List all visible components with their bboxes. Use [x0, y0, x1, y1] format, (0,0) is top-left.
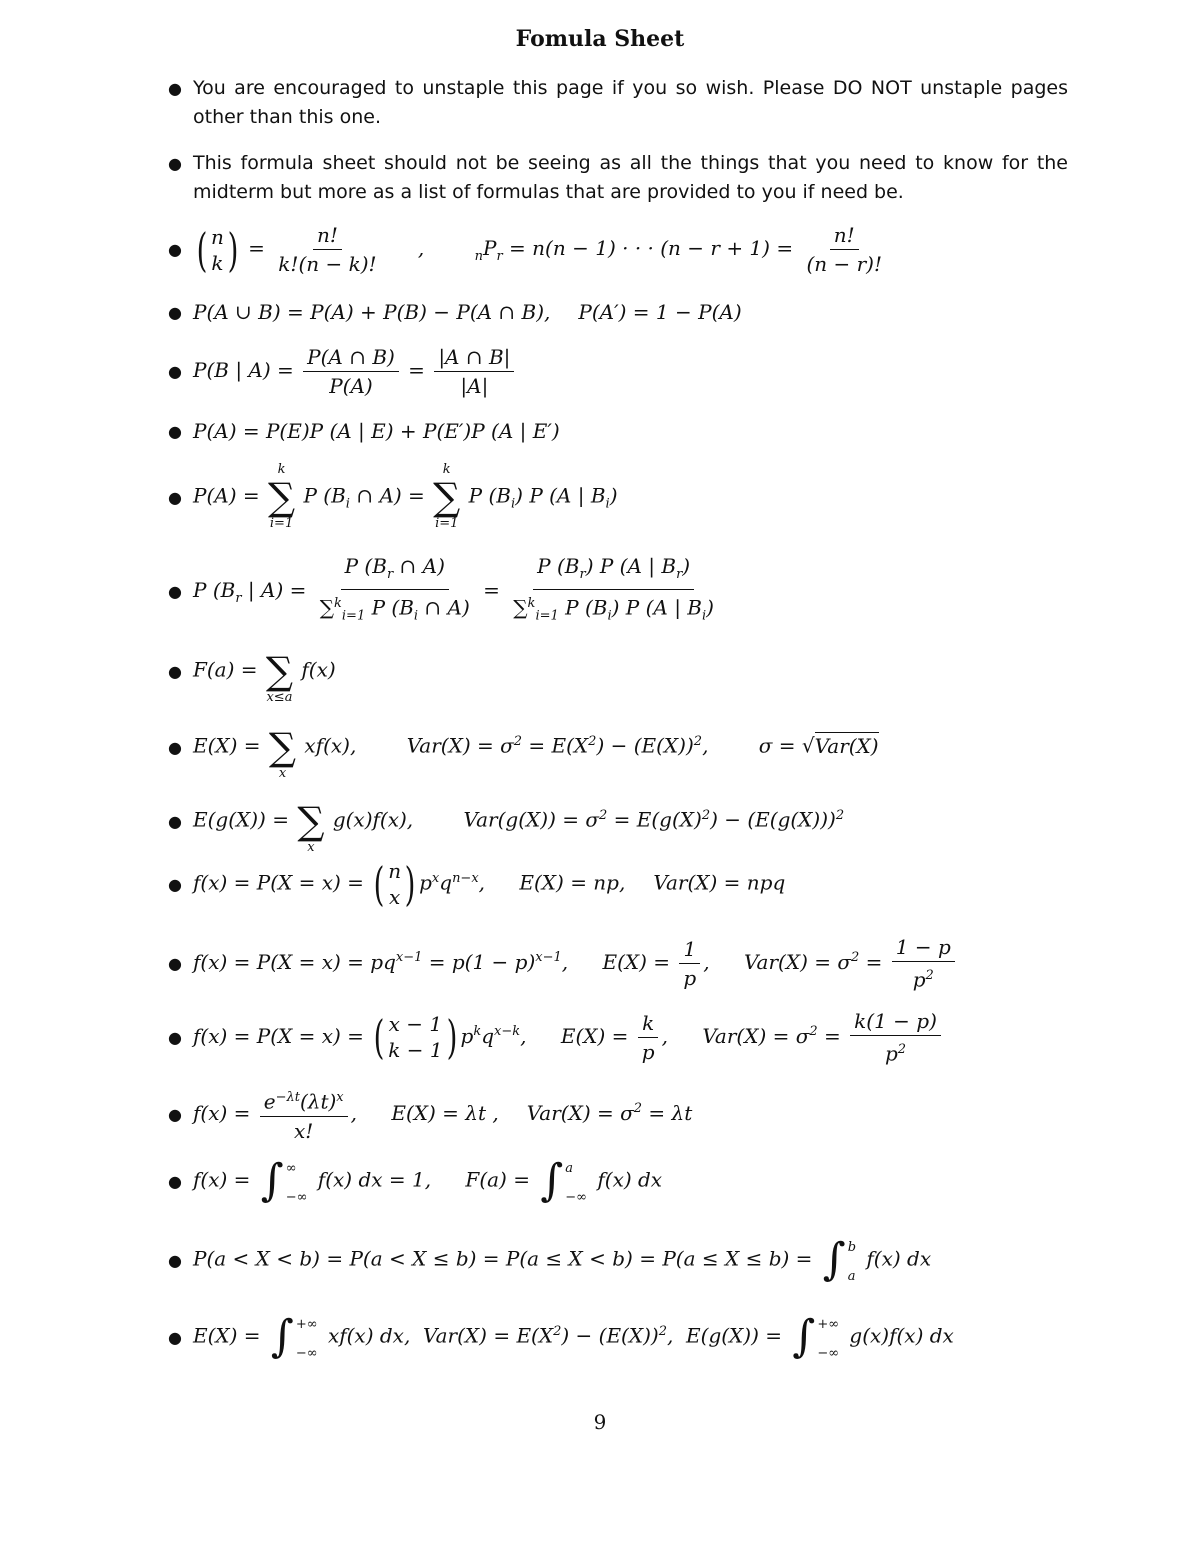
bullet: ● [168, 1327, 182, 1347]
formula: E(X) = ∑ x xf(x), $Var(X) = \sigma^2 = E(X^2) - (E(X))^2$, σ = √Var(X) [193, 725, 879, 781]
bullet: ● [168, 1027, 182, 1047]
bullet: ● [168, 581, 182, 601]
formula: F(a) = ∑ x≤a f(x) [193, 649, 336, 705]
formula: P(A ∪ B) = P(A) + P(B) − P(A ∩ B), P(A′) = 1 − P(A) [193, 300, 742, 324]
note-formula-sheet-purpose [168, 149, 1068, 207]
formula-continuous-expectation [168, 1310, 1068, 1364]
formula-poisson [168, 1085, 1068, 1144]
bullet: ● [168, 661, 182, 681]
formula-expectation-function [168, 786, 1068, 856]
formula-total-probability [168, 462, 1068, 532]
formula: $f(x) = P(X = x) = pq^{x-1} = p(1 - p)^{x-1}$, E(X) = $\frac{1}{p}$ , $Var(X) = \sigma^2$ = $\frac{1 - p}{p^2}$ [193, 934, 1068, 993]
bullet: ● [168, 362, 182, 381]
formula: f(x) = P(X = x) = ( n x ) $p^xq^{n-x}$, E(X) = np, Var(X) = npq [193, 857, 786, 911]
formula: f(x) = ∫ ∞ −∞ f(x) dx = 1, F(a) = ∫ a −∞ f(x) dx [193, 1155, 663, 1206]
formula: P(A) = P(E)P (A | E) + P(E′)P (A | E′) [193, 419, 560, 443]
formula: P(B | A) = $\frac{P(A \cap B)}{P(A)}$ = $\frac{|A \cap B|}{|A|}$ [193, 344, 1068, 399]
formula-total-probability-two [168, 417, 1068, 446]
formula: P ($B_r$ | A) = $\frac{P (B_r \cap A)}{\sum^k_{i=1} P (B_i \cap A)}$ = $\frac{P (B_r) P (A | B_r)}{\sum^k_{i=1} P (B_i) P (A | B_i)}$ [193, 554, 714, 624]
formula: ( n k ) = $\frac{n!}{k!(n - k)!}$ , $_nP_r = n(n - 1)$ · · · (n − r + 1) = $\frac{n!}{(n - r)!}$ [196, 222, 882, 277]
bullet: ● [168, 1171, 182, 1191]
formula-expectation-variance [168, 712, 1068, 782]
formula-binomial [168, 858, 1068, 910]
bullet: ● [168, 737, 182, 757]
bullet: ● [168, 487, 182, 507]
bullet: ● [168, 240, 182, 259]
formula-combinations-permutations [168, 222, 1068, 277]
formula: f(x) = $\frac{e^{-\lambda t}(\lambda t)^x}{x!}$ , E(X) = λt , $Var(X) = \sigma^2 = \lambda t$ [193, 1085, 1068, 1144]
bullet: ● [168, 422, 182, 441]
bullet: ● [168, 154, 182, 173]
formula-conditional-probability [168, 344, 1068, 399]
formula-interval-probability [168, 1233, 1068, 1287]
bullet: ● [168, 953, 182, 973]
formula: E(X) = ∫ +∞ −∞ xf(x) dx, $Var(X) = E(X^2) - (E(X))^2$, E(g(X)) = ∫ +∞ −∞ g(x)f(x) dx [193, 1311, 954, 1362]
note-text: You are encouraged to unstaple this page if you so wish. Please DO NOT unstaple pages other than this one. [193, 77, 1068, 128]
formula: f(x) = P(X = x) = ( x − 1 k − 1 ) $p^kq^{x-k}$, E(X) = $\frac{k}{p}$ , $Var(X) = \sigma^2$ = $\frac{k(1 - p)}{p^2}$ [193, 1008, 1068, 1067]
bullet: ● [168, 79, 182, 98]
formula-bayes [168, 553, 1068, 630]
formula-geometric [168, 934, 1068, 993]
formula: P(A) = k ∑ i=1 P ($B_i$ ∩ A) = k ∑ i=1 P $(B_i)$ P (A | $B_i$) [193, 462, 618, 531]
bullet: ● [168, 303, 182, 322]
page-title: Fomula Sheet [515, 26, 685, 52]
formula: E(g(X)) = ∑ x g(x)f(x), $Var(g(X)) = \sigma^2 = E(g(X)^2) - (E(g(X)))^2$ [193, 799, 845, 855]
formula-union-complement [168, 298, 1068, 327]
bullet: ● [168, 874, 182, 894]
formula: P(a < X < b) = P(a < X ≤ b) = P(a ≤ X < b) = P(a ≤ X ≤ b) = ∫ b a f(x) dx [193, 1234, 932, 1285]
bullet: ● [168, 1104, 182, 1124]
note-text: This formula sheet should not be seeing as all the things that you need to know for the midterm but more as a list of formulas that are provided to you if need be. [193, 152, 1068, 203]
formula-negative-binomial [168, 1008, 1068, 1067]
formula-continuous-density [168, 1154, 1068, 1208]
formula-cdf-discrete [168, 636, 1068, 706]
note-unstaple [168, 74, 1068, 132]
bullet: ● [168, 811, 182, 831]
page-number: 9 [593, 1410, 607, 1434]
bullet: ● [168, 1250, 182, 1270]
